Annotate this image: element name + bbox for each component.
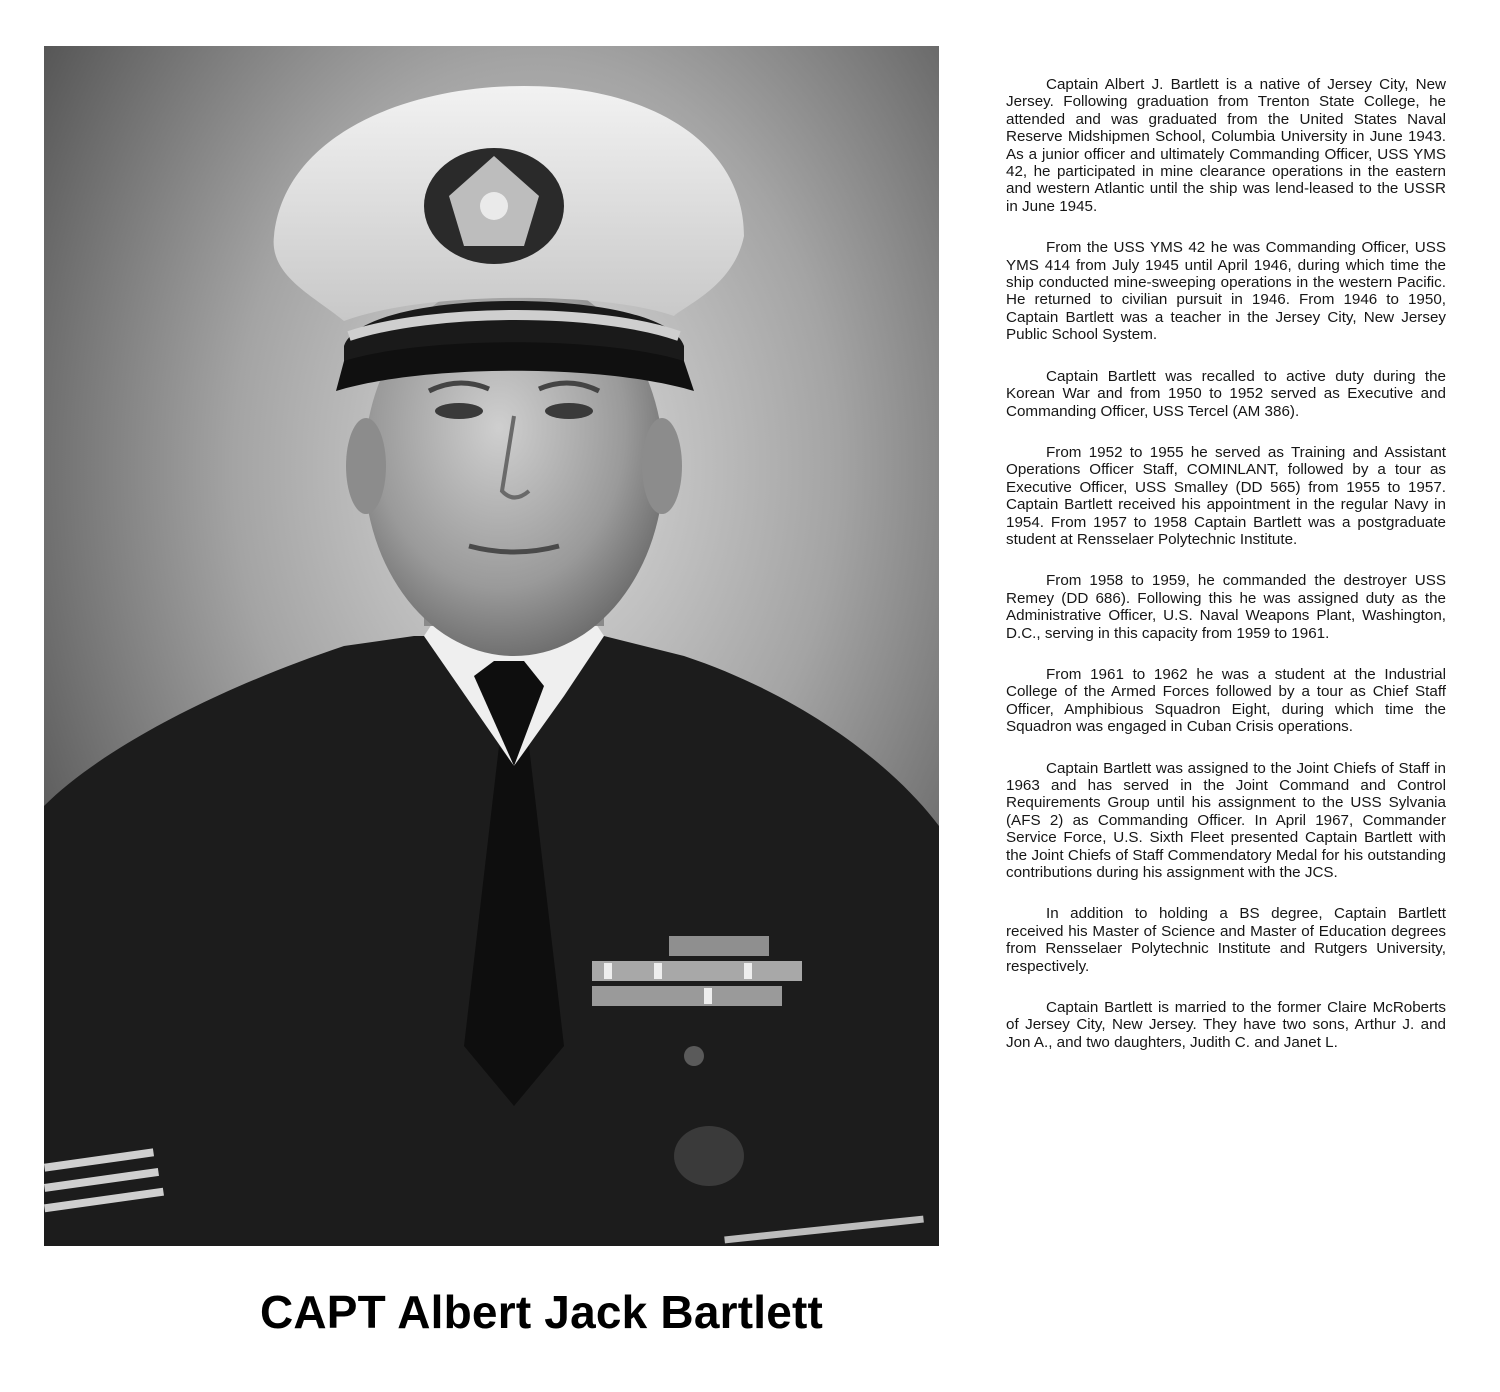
officer-portrait-photo (44, 46, 939, 1246)
portrait-caption: CAPT Albert Jack Bartlett (259, 1286, 824, 1338)
right-eye (545, 403, 593, 419)
breast-insignia (674, 1126, 744, 1186)
bio-paragraph: From 1958 to 1959, he commanded the destroyer USS Remey (DD 686). Following this he was assigned duty as the Administrative Officer, U.S. Naval Weapons Plant, Washington, D.C., serving in this capacity from 1959 to 1961. (1006, 572, 1446, 642)
bio-paragraph: From 1952 to 1955 he served as Training and Assistant Operations Officer Staff, COMINLANT, followed by a tour as Executive Officer, USS Smalley (DD 565) from 1955 to 1957. Captain Bartlett received his appointment in the regular Navy in 1954. From 1957 to 1958 Captain Bartlett was a postgraduate student at Rensselaer Polytechnic Institute. (1006, 443, 1446, 548)
bio-paragraph: Captain Bartlett was assigned to the Joint Chiefs of Staff in 1963 and has served in the Joint Command and Control Requirements Group until his assignment to the USS Sylvania (AFS 2) as Commanding Officer. In April 1967, Commander Service Force, U.S. Sixth Fleet presented Captain Bartlett with the Joint Chiefs of Staff Commendatory Medal for his outstanding contributions during his assignment with the JCS. (1006, 759, 1446, 882)
bio-paragraph: Captain Bartlett was recalled to active duty during the Korean War and from 1950 to 1952 served as Executive and Commanding Officer, USS Tercel (AM 386). (1006, 367, 1446, 420)
bio-paragraph: In addition to holding a BS degree, Captain Bartlett received his Master of Science and Master of Education degrees from Rensselaer Polytechnic Institute and Rutgers University, respectively. (1006, 905, 1446, 975)
left-eye (435, 403, 483, 419)
bio-paragraph: From the USS YMS 42 he was Commanding Officer, USS YMS 414 from July 1945 until April 1946, during which time the ship conducted mine-sweeping operations in the western Pacific. He returned to civilian pursuit in 1946. From 1946 to 1950, Captain Bartlett was a teacher in the Jersey City, New Jersey Public School System. (1006, 239, 1446, 344)
portrait-illustration (44, 46, 939, 1246)
biography-text (1006, 76, 1446, 1075)
bio-paragraph: Captain Bartlett is married to the former Claire McRoberts of Jersey City, New Jersey. They have two sons, Arthur J. and Jon A., and two daughters, Judith C. and Janet L. (1006, 999, 1446, 1051)
bio-paragraph: From 1961 to 1962 he was a student at the Industrial College of the Armed Forces followed by a tour as Chief Staff Officer, Amphibious Squadron Eight, during which time the Squadron was engaged in Cuban Crisis operations. (1006, 665, 1446, 736)
bio-paragraph: Captain Albert J. Bartlett is a native of Jersey City, New Jersey. Following graduation from Trenton State College, he attended and was graduated from the United States Naval Reserve Midshipmen School, Columbia University in June 1943. As a junior officer and ultimately Commanding Officer, USS YMS 42, he participated in mine clearance operations in the eastern and western Atlantic until the ship was lend-leased to the USSR in June 1945. (1006, 76, 1446, 215)
